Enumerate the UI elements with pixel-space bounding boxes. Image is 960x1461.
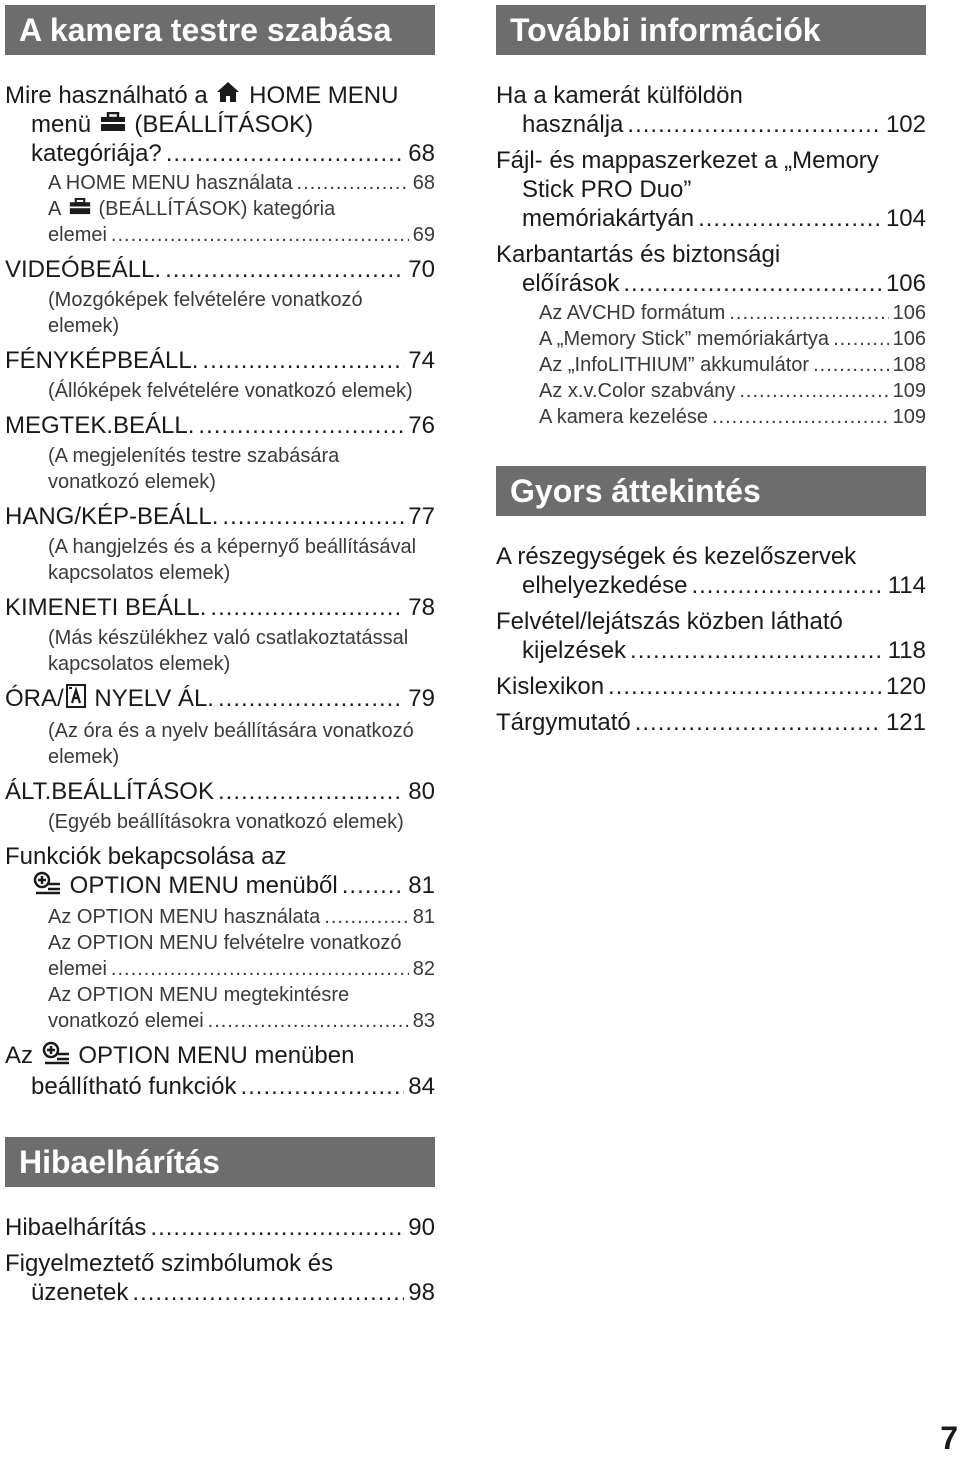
- page-number: 98: [408, 1279, 435, 1306]
- toc-entry-maintenance[interactable]: Karbantartás és biztonsági előírások ..... 106: [496, 240, 926, 298]
- toc-entry-file-structure[interactable]: Fájl- és mappaszerkezet a „Memory Stick PRO Duo” memóriakártyán ..... 104: [496, 146, 926, 233]
- page-number: 108: [892, 354, 926, 376]
- toc-subentry-handling[interactable]: A kamera kezelése ..... 109: [496, 404, 926, 430]
- left-column: [5, 5, 435, 1307]
- toc-subentry-battery[interactable]: Az „InfoLITHIUM” akkumulátor ..... 108: [496, 352, 926, 378]
- page-number: 68: [408, 140, 435, 167]
- toc-entry-parts[interactable]: A részegységek és kezelőszervek elhelyezkedése ..... 114: [496, 542, 926, 600]
- page-number: 83: [412, 1010, 435, 1032]
- toc-note-video: (Mozgóképek felvételére vonatkozó elemek): [48, 289, 363, 337]
- toc-entry-view-settings[interactable]: MEGTEK.BEÁLL. ..... 76: [5, 411, 435, 440]
- toc-note-clock: (Az óra és a nyelv beállítására vonatkozó elemek): [48, 720, 414, 768]
- page-number: 78: [408, 594, 435, 621]
- page-number: 90: [408, 1214, 435, 1241]
- toc-entry-glossary[interactable]: Kislexikon ..... 120: [496, 672, 926, 701]
- toc-subentry-avchd[interactable]: Az AVCHD formátum ..... 106: [496, 300, 926, 326]
- page-number: 74: [408, 347, 435, 374]
- toc-entry-troubleshooting[interactable]: Hibaelhárítás ..... 90: [5, 1213, 435, 1242]
- page-number: 69: [412, 224, 435, 246]
- toc-entry-indicators[interactable]: Felvétel/lejátszás közben látható kijelzések ..... 118: [496, 607, 926, 665]
- page-number: 109: [892, 406, 926, 428]
- section-header-quick-reference: Gyors áttekintés: [496, 466, 926, 516]
- toc-entry-abroad[interactable]: Ha a kamerát külföldön használja ..... 102: [496, 81, 926, 139]
- section-header-troubleshooting: Hibaelhárítás: [5, 1137, 435, 1187]
- home-icon: [216, 81, 240, 110]
- toc-subentry-option-usage[interactable]: Az OPTION MENU használata ..... 81: [5, 904, 435, 930]
- toc-entry-index[interactable]: Tárgymutató ..... 121: [496, 708, 926, 737]
- page-number: 121: [885, 709, 926, 736]
- toc-note-general: (Egyéb beállításokra vonatkozó elemek): [48, 811, 404, 833]
- toc-entry-general-settings[interactable]: ÁLT.BEÁLLÍTÁSOK ..... 80: [5, 777, 435, 806]
- toc-entry-clock-language[interactable]: ÓRA/ NYELV ÁL. ..... 79: [5, 684, 435, 715]
- option-icon: [33, 871, 61, 902]
- toc-entry-output-settings[interactable]: KIMENETI BEÁLL. ..... 78: [5, 593, 435, 622]
- page-number: 118: [887, 637, 926, 664]
- page-number: 106: [892, 302, 926, 324]
- page-number: 106: [892, 328, 926, 350]
- toc-subentry-option-recording[interactable]: Az OPTION MENU felvételre vonatkozó elemei ..... 82: [5, 930, 435, 982]
- toc-subentry-memory-stick[interactable]: A „Memory Stick” memóriakártya ..... 106: [496, 326, 926, 352]
- toc-list-customize: [5, 81, 435, 1101]
- page-number: 68: [412, 172, 435, 194]
- toc-note-view: (A megjelenítés testre szabására vonatkozó elemek): [48, 445, 340, 493]
- page-number: 84: [408, 1073, 435, 1100]
- toc-subentry-settings-category[interactable]: A (BEÁLLÍTÁSOK) kategória elemei ..... 69: [5, 196, 435, 248]
- page-number: 106: [885, 270, 926, 297]
- page-number: 120: [885, 673, 926, 700]
- page-number: 80: [408, 778, 435, 805]
- toc-entry-option-menu[interactable]: Funkciók bekapcsolása az OPTION MENU menüből ..... 81: [5, 842, 435, 902]
- toc-note-sound: (A hangjelzés és a képernyő beállításával kapcsolatos elemek): [48, 536, 417, 584]
- toc-entry-warnings[interactable]: Figyelmeztető szimbólumok és üzenetek ..... 98: [5, 1249, 435, 1307]
- toolbox-icon: [69, 196, 91, 222]
- page-number: 81: [412, 906, 435, 928]
- toc-list-quick-reference: [496, 542, 926, 737]
- toc-subentry-xvcolor[interactable]: Az x.v.Color szabvány ..... 109: [496, 378, 926, 404]
- page-number: 79: [408, 685, 435, 712]
- toc-note-output: (Más készülékhez való csatlakoztatással kapcsolatos elemek): [48, 627, 409, 675]
- toc-entry-video-settings[interactable]: VIDEÓBEÁLL. ..... 70: [5, 255, 435, 284]
- toc-note-photo: (Állóképek felvételére vonatkozó elemek): [48, 380, 413, 402]
- page-number: 81: [408, 872, 435, 899]
- page-number: 102: [885, 111, 926, 138]
- toc-subentry-home-menu-usage[interactable]: A HOME MENU használata ..... 68: [5, 170, 435, 196]
- page-number-footer: 7: [940, 1420, 958, 1456]
- toc-entry-photo-settings[interactable]: FÉNYKÉPBEÁLL. ..... 74: [5, 346, 435, 375]
- section-header-more-info: További információk: [496, 5, 926, 55]
- page-number: 82: [412, 958, 435, 980]
- option-icon: [42, 1041, 70, 1072]
- toc-subentry-option-viewing[interactable]: Az OPTION MENU megtekintésre vonatkozó elemei ..... 83: [5, 982, 435, 1034]
- toc-list-troubleshooting: [5, 1213, 435, 1307]
- toc-entry-sound-settings[interactable]: HANG/KÉP-BEÁLL. ..... 77: [5, 502, 435, 531]
- right-column: [496, 5, 926, 737]
- page-number: 70: [408, 256, 435, 283]
- page-number: 76: [408, 412, 435, 439]
- page-number: 114: [887, 572, 926, 599]
- toc-entry-option-functions[interactable]: Az OPTION MENU menüben beállítható funkciók ..... 84: [5, 1041, 435, 1101]
- toolbox-icon: [100, 110, 126, 139]
- page-number: 104: [885, 205, 926, 232]
- language-icon: [66, 684, 86, 715]
- toc-list-more-info: [496, 81, 926, 430]
- page-number: 77: [408, 503, 435, 530]
- page-number: 109: [892, 380, 926, 402]
- section-header-customize: A kamera testre szabása: [5, 5, 435, 55]
- toc-entry-home-menu[interactable]: Mire használható a HOME MENU menü (BEÁLLÍTÁSOK) kategóriája? ..... 68: [5, 81, 435, 168]
